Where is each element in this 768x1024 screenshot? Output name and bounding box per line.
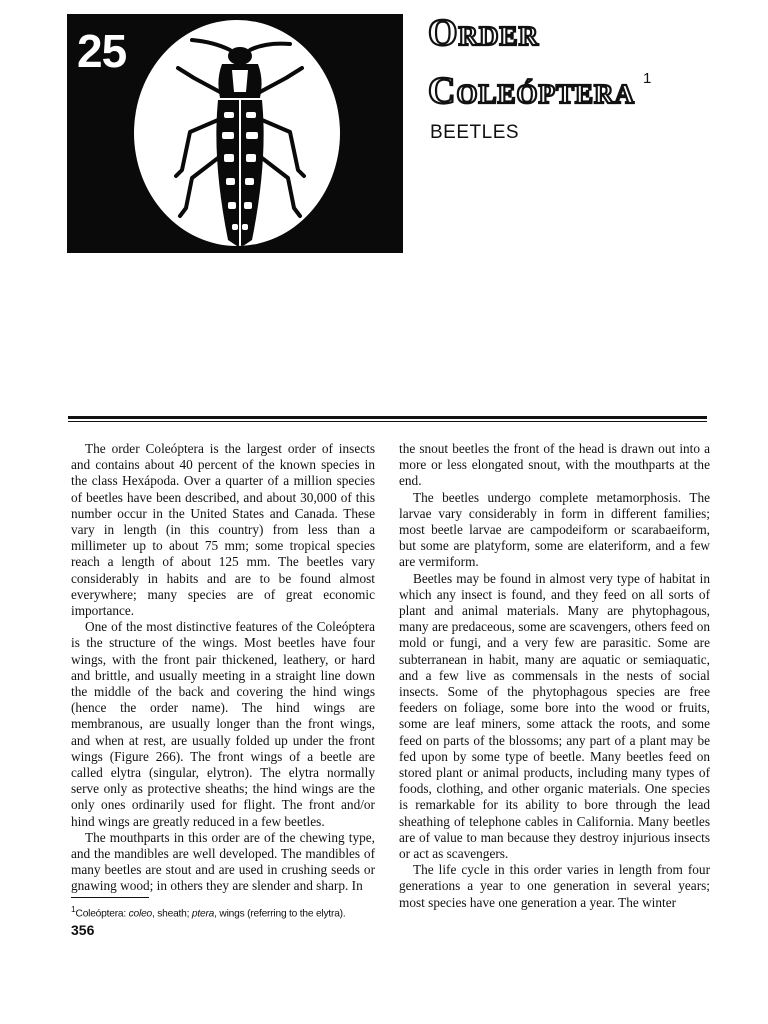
- paragraph: Beetles may be found in almost very type of habitat in which any insect is found, and they feed on all sorts of plant and animal materials. Many are phytophagous, many are predaceous, some are scavengers, others feed on mold or fungi, and a very few are parasitic. Some are subterranean in habit, many are aquatic or semiaquatic, and a few live as commensals in the nests of social insects. Some of the phytophagous species are free feeders on foliage, some bore into the wood or fruits, some are leaf miners, some attack the roots, and some feed on parts of the blossoms; any part of a plant may be fed upon by some type of beetle. Many beetles feed on stored plant or animal products, including many types of foods, clothing, and other organic materials. One species is remarkable for its ability to bore through the lead sheathing of telephone cables in California. Many beetles are of value to man because they destroy injurious insects or act as scavengers.: [399, 570, 710, 862]
- order-title-name: Coleóptera: [428, 70, 635, 112]
- paragraph: The order Coleóptera is the largest order of insects and contains about 40 percent of the known species in the class Hexápoda. Over a quarter of a million species of beetles have been described, and about 30,000 of this number occur in the United States and Canada. These vary in length (in this country) from less than a millimeter up to about 75 mm; some tropical species reach a length of about 125 mm. The beetles vary considerably in habits and are to be found almost everywhere; many species are of great economic importance.: [71, 441, 375, 619]
- beetle-illustration: [134, 20, 343, 249]
- footnote-sep2: , wings (referring to the elytra).: [214, 908, 346, 920]
- order-title-line1: Order: [428, 12, 540, 54]
- body-column-left: [71, 441, 375, 895]
- paragraph: The mouthparts in this order are of the chewing type, and the mandibles are well developed. The mandibles of many beetles are stout and are used in crushing seeds or gnawing wood; in others they are slender and sharp. In: [71, 829, 375, 894]
- chapter-number: 25: [77, 25, 127, 77]
- section-divider-thin: [68, 421, 707, 422]
- footnote: [71, 903, 381, 920]
- paragraph: the snout beetles the front of the head is drawn out into a more or less elongated snout, with the mouthparts at the end.: [399, 441, 710, 489]
- page-number: 356: [71, 922, 95, 935]
- chapter-header-block: [67, 14, 403, 253]
- title-footnote-marker: 1: [642, 70, 652, 87]
- section-divider: [68, 416, 707, 419]
- footnote-sep1: , sheath;: [152, 908, 192, 920]
- body-column-right: [399, 441, 710, 911]
- footnote-ptera: ptera: [191, 908, 215, 920]
- paragraph: One of the most distinctive features of the Coleóptera is the structure of the wings. Most beetles have four wings, with the front pair thickened, leathery, or hard and brittle, and usually meeting in a straight line down the middle of the back and covering the hind wings (hence the order name). The hind wings are membranous, are usually longer than the front wings, and when at rest, are usually folded up under the front wings (Figure 266). The front wings of a beetle are called elytra (singular, elytron). The elytra normally serve only as protective sheaths; the hind wings are the only ones ordinarily used for flight. The front and/or hind wings are greatly reduced in a few beetles.: [71, 619, 375, 829]
- order-title: [428, 10, 651, 114]
- paragraph: The life cycle in this order varies in length from four generations a year to one generation in several years; most species have one generation a year. The winter: [399, 862, 710, 910]
- paragraph: The beetles undergo complete metamorphosis. The larvae vary considerably in form in different families; most beetle larvae are campodeiform or scarabaeiform, but some are platyform, some are elateriform, and a few are vermiform.: [399, 489, 710, 570]
- footnote-marker: 1: [71, 904, 76, 914]
- chapter-subtitle: BEETLES: [430, 122, 520, 143]
- footnote-divider: [71, 897, 149, 898]
- footnote-coleo: coleo: [128, 908, 152, 920]
- order-title-line2: [428, 56, 651, 114]
- beetle-illustration-frame: [131, 17, 343, 249]
- footnote-term: Coleóptera:: [75, 908, 129, 920]
